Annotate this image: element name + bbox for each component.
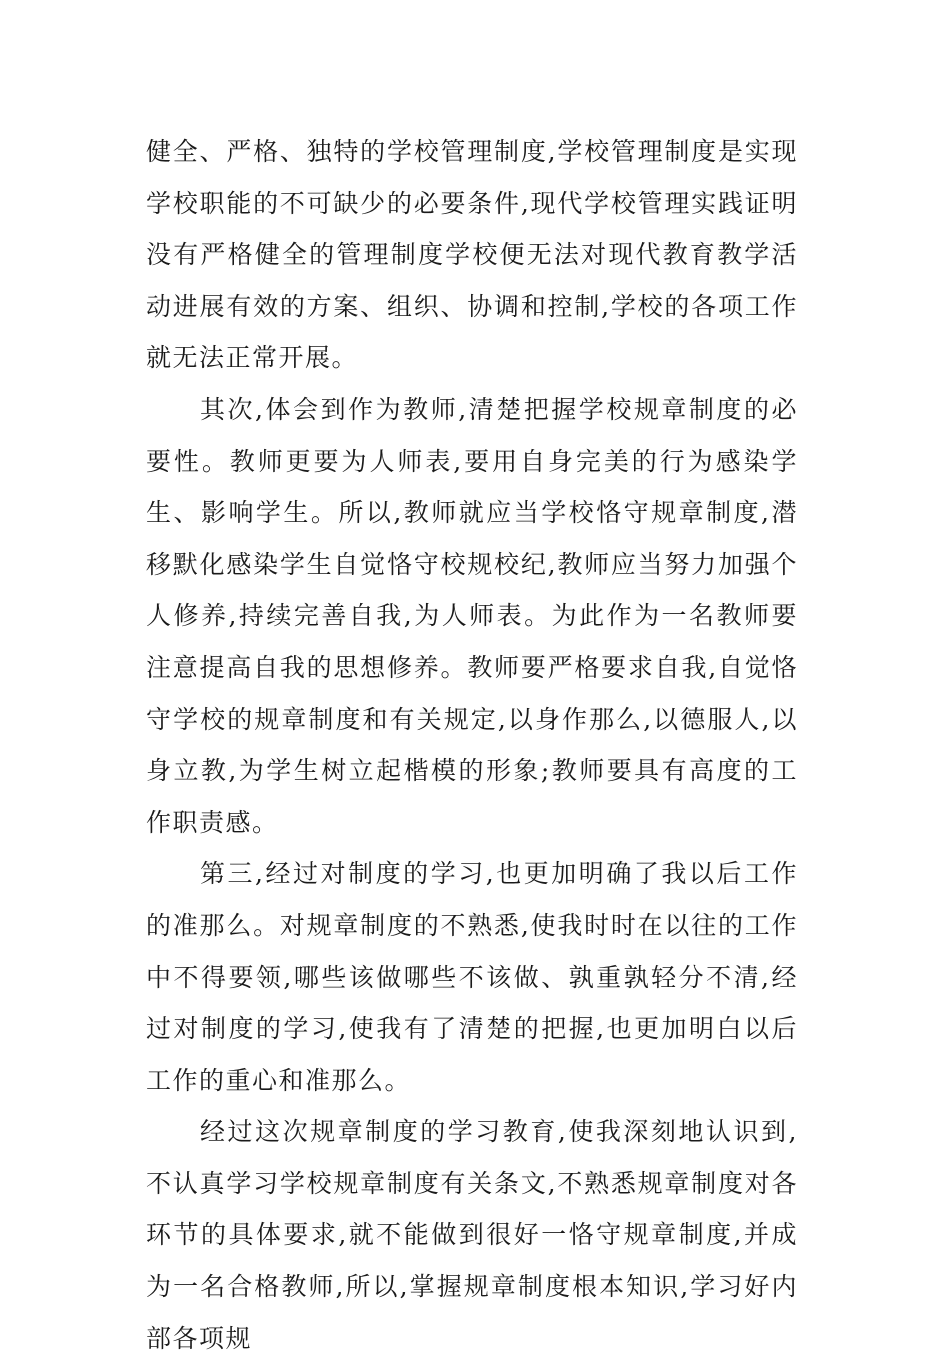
paragraph-2: 其次,体会到作为教师,清楚把握学校规章制度的必要性。教师更要为人师表,要用自身完美的行为感染学生、影响学生。所以,教师就应当学校恪守规章制度,潜移默化感染学生自觉恪守校规校纪,教师应当努力加强个人修养,持续完善自我,为人师表。为此作为一名教师要注意提高自我的思想修养。教师要严格要求自我,自觉恪守学校的规章制度和有关规定,以身作那么,以德服人,以身立教,为学生树立起楷模的形象;教师要具有高度的工作职责感。 [146,394,798,837]
paragraph-4: 经过这次规章制度的学习教育,使我深刻地认识到,不认真学习学校规章制度有关条文,不熟悉规章制度对各环节的具体要求,就不能做到很好一恪守规章制度,并成为一名合格教师,所以,掌握规章制度根本知识,学习好内部各项规 [146,1117,798,1353]
paragraph-1: 健全、严格、独特的学校管理制度,学校管理制度是实现学校职能的不可缺少的必要条件,现代学校管理实践证明没有严格健全的管理制度学校便无法对现代教育教学活动进展有效的方案、组织、协调和控制,学校的各项工作就无法正常开展。 [146,137,798,373]
paragraph-3: 第三,经过对制度的学习,也更加明确了我以后工作的准那么。对规章制度的不熟悉,使我时时在以往的工作中不得要领,哪些该做哪些不该做、孰重孰轻分不清,经过对制度的学习,使我有了清楚的把握,也更加明白以后工作的重心和准那么。 [146,859,798,1095]
document-body [146,126,798,1364]
